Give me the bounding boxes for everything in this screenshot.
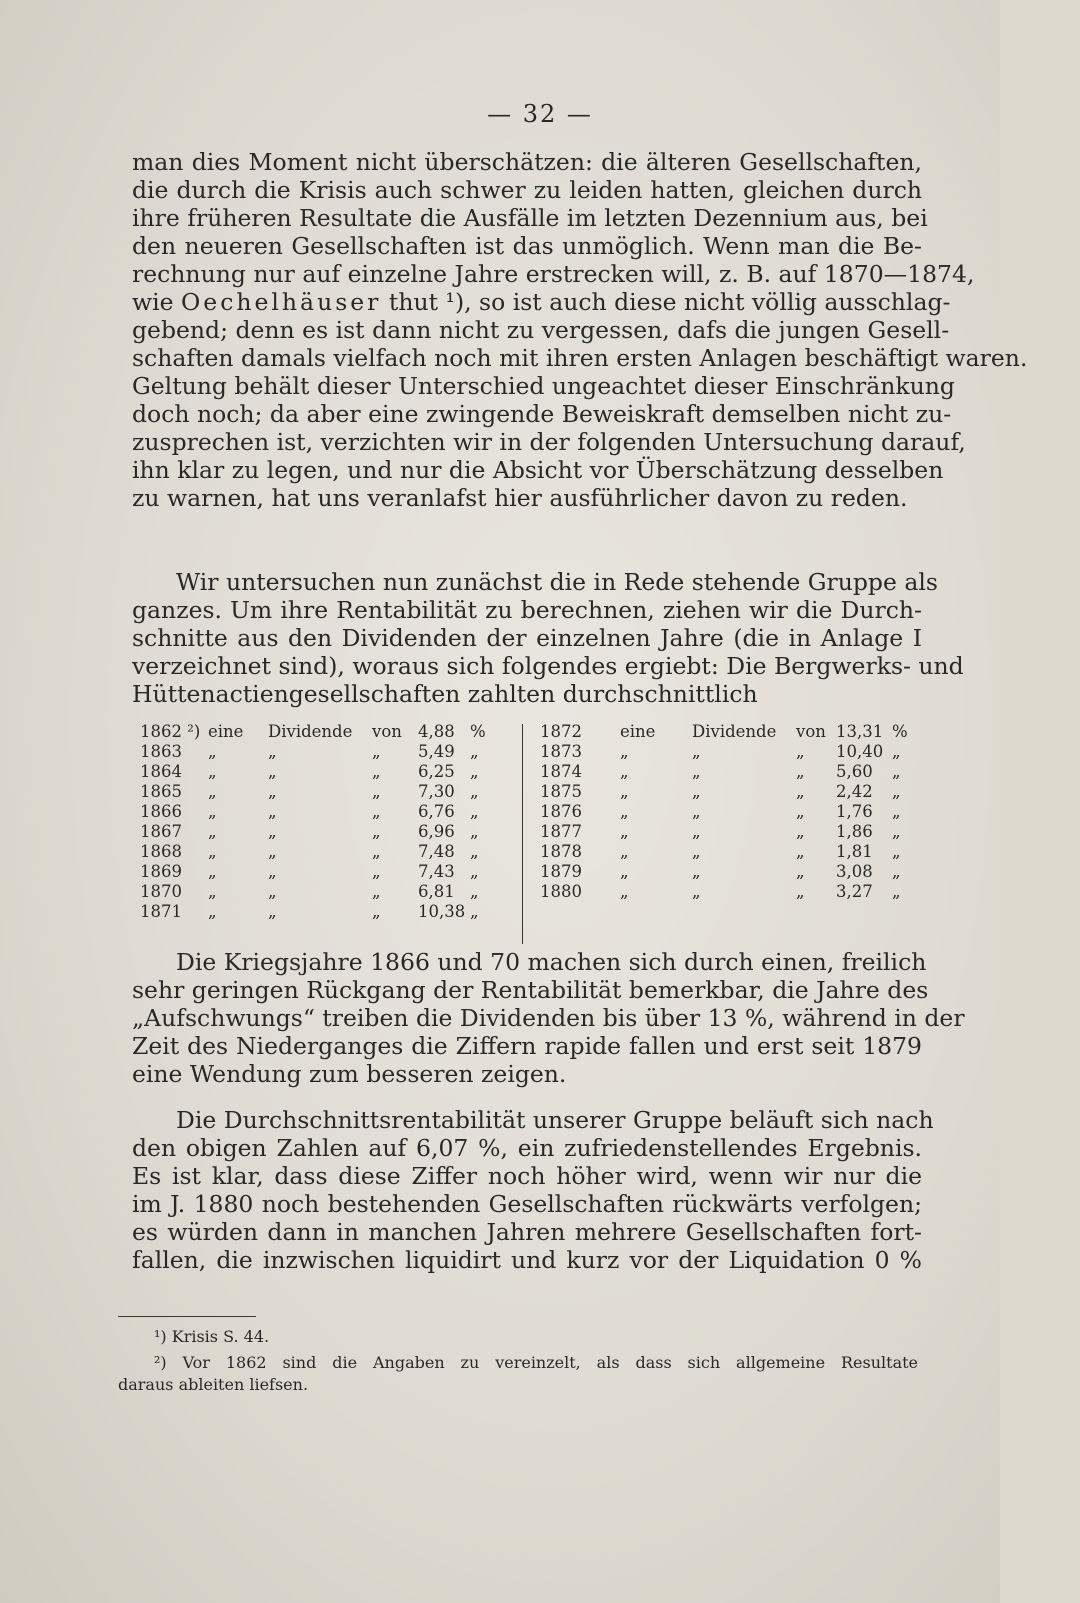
year-cell: 1863: [140, 742, 182, 761]
word-cell: „: [372, 822, 381, 841]
unit-cell: %: [470, 722, 486, 741]
unit-cell: „: [892, 862, 901, 881]
word-cell: „: [620, 742, 629, 761]
unit-cell: „: [892, 882, 901, 901]
word-cell: „: [692, 762, 701, 781]
word-cell: „: [268, 762, 277, 781]
table-row: [140, 902, 490, 922]
year-cell: 1868: [140, 842, 182, 861]
paragraph-4: [132, 1106, 934, 1274]
year-cell: 1867: [140, 822, 182, 841]
word-cell: „: [268, 902, 277, 921]
footnote-line: ¹) Krisis S. 44.: [154, 1327, 270, 1346]
value-cell: 6,76: [418, 802, 455, 821]
text-fragment: thut ¹), so ist auch diese nicht völlig ausschlag-: [388, 288, 951, 316]
table-row: [140, 782, 490, 802]
word-cell: „: [796, 762, 805, 781]
unit-cell: „: [470, 802, 479, 821]
value-cell: 3,08: [836, 862, 873, 881]
word-cell: „: [692, 802, 701, 821]
text-line: [132, 288, 951, 316]
table-row: [540, 862, 910, 882]
value-cell: 7,48: [418, 842, 455, 861]
year-cell: 1864: [140, 762, 182, 781]
table-row: [140, 762, 490, 782]
unit-cell: „: [470, 842, 479, 861]
text-line: eine Wendung zum besseren zeigen.: [132, 1060, 567, 1088]
text-line: ganzes. Um ihre Rentabilität zu berechnen, ziehen wir die Durch-: [132, 596, 922, 624]
text-line: rechnung nur auf einzelne Jahre erstrecken will, z. B. auf 1870—1874,: [132, 260, 975, 288]
unit-cell: „: [892, 782, 901, 801]
word-cell: „: [796, 862, 805, 881]
text-line: fallen, die inzwischen liquidirt und kurz vor der Liquidation 0 %: [132, 1246, 922, 1274]
year-cell: 1875: [540, 782, 582, 801]
value-cell: 6,25: [418, 762, 455, 781]
table-row: [140, 842, 490, 862]
word-cell: „: [372, 742, 381, 761]
word-cell: „: [620, 822, 629, 841]
word-cell: „: [208, 842, 217, 861]
word-cell: „: [620, 782, 629, 801]
word-cell: „: [692, 742, 701, 761]
word-cell: „: [268, 862, 277, 881]
word-cell: „: [268, 742, 277, 761]
text-line: Die Kriegsjahre 1866 und 70 machen sich durch einen, freilich: [176, 948, 927, 976]
word-cell: „: [796, 822, 805, 841]
value-cell: 10,38: [418, 902, 466, 921]
text-line: zu warnen, hat uns veranlafst hier ausführlicher davon zu reden.: [132, 484, 908, 512]
value-cell: 2,42: [836, 782, 873, 801]
word-cell: „: [620, 802, 629, 821]
unit-cell: „: [892, 842, 901, 861]
text-line: zusprechen ist, verzichten wir in der folgenden Untersuchung darauf,: [132, 428, 966, 456]
word-cell: „: [796, 782, 805, 801]
year-cell: 1862 ²): [140, 722, 201, 741]
text-line: verzeichnet sind), woraus sich folgendes ergiebt: Die Bergwerks- und: [132, 652, 964, 680]
table-row: [140, 722, 490, 742]
word-cell: „: [372, 762, 381, 781]
word-cell: „: [372, 862, 381, 881]
word-cell: Dividende: [268, 722, 353, 741]
footnote-2: [118, 1352, 918, 1396]
word-cell: „: [796, 802, 805, 821]
unit-cell: %: [892, 722, 908, 741]
word-cell: „: [268, 842, 277, 861]
table-row: [140, 822, 490, 842]
table-column-right: [540, 722, 910, 902]
value-cell: 5,49: [418, 742, 455, 761]
word-cell: „: [692, 782, 701, 801]
unit-cell: „: [892, 742, 901, 761]
word-cell: „: [692, 862, 701, 881]
value-cell: 1,76: [836, 802, 873, 821]
table-row: [540, 802, 910, 822]
text-line: im J. 1880 noch bestehenden Gesellschaften rückwärts verfolgen;: [132, 1190, 922, 1218]
word-cell: „: [620, 762, 629, 781]
text-line: schnitte aus den Dividenden der einzelnen Jahre (die in Anlage I: [132, 624, 922, 652]
word-cell: „: [372, 802, 381, 821]
word-cell: eine: [208, 722, 244, 741]
value-cell: 7,43: [418, 862, 455, 881]
value-cell: 4,88: [418, 722, 455, 741]
table-row: [140, 802, 490, 822]
word-cell: „: [692, 882, 701, 901]
word-cell: „: [208, 902, 217, 921]
table-row: [540, 822, 910, 842]
value-cell: 10,40: [836, 742, 884, 761]
word-cell: „: [372, 902, 381, 921]
paragraph-3: [132, 948, 965, 1088]
value-cell: 3,27: [836, 882, 873, 901]
value-cell: 1,86: [836, 822, 873, 841]
word-cell: „: [796, 842, 805, 861]
word-cell: „: [796, 742, 805, 761]
text-line: Wir untersuchen nun zunächst die in Rede stehende Gruppe als: [176, 568, 938, 596]
word-cell: „: [208, 802, 217, 821]
footnote-rule: [118, 1316, 256, 1317]
year-cell: 1869: [140, 862, 182, 881]
text-line: gebend; denn es ist dann nicht zu vergessen, dafs die jungen Gesell-: [132, 316, 950, 344]
unit-cell: „: [892, 762, 901, 781]
word-cell: „: [692, 822, 701, 841]
table-row: [140, 862, 490, 882]
unit-cell: „: [892, 802, 901, 821]
footnote-line: daraus ableiten liefsen.: [118, 1375, 309, 1394]
word-cell: „: [796, 882, 805, 901]
column-divider: [522, 724, 523, 944]
text-line: schaften damals vielfach noch mit ihren ersten Anlagen beschäftigt waren.: [132, 344, 1028, 372]
word-cell: „: [208, 862, 217, 881]
value-cell: 5,60: [836, 762, 873, 781]
year-cell: 1871: [140, 902, 182, 921]
text-line: Geltung behält dieser Unterschied ungeachtet dieser Einschränkung: [132, 372, 955, 400]
unit-cell: „: [470, 822, 479, 841]
text-line: man dies Moment nicht überschätzen: die älteren Gesellschaften,: [132, 148, 922, 176]
table-row: [540, 742, 910, 762]
word-cell: „: [208, 882, 217, 901]
text-fragment: wie: [132, 288, 174, 316]
year-cell: 1876: [540, 802, 582, 821]
table-row: [540, 762, 910, 782]
unit-cell: „: [470, 782, 479, 801]
unit-cell: „: [470, 762, 479, 781]
word-cell: „: [620, 882, 629, 901]
text-line: den neueren Gesellschaften ist das unmöglich. Wenn man die Be-: [132, 232, 922, 260]
value-cell: 6,81: [418, 882, 455, 901]
table-row: [540, 882, 910, 902]
text-line: Es ist klar, dass diese Ziffer noch höher wird, wenn wir nur die: [132, 1162, 922, 1190]
word-cell: „: [268, 802, 277, 821]
word-cell: Dividende: [692, 722, 777, 741]
word-cell: von: [796, 722, 826, 741]
year-cell: 1874: [540, 762, 582, 781]
unit-cell: „: [470, 742, 479, 761]
footnote-line: ²) Vor 1862 sind die Angaben zu vereinzelt, als dass sich allgemeine Resultate: [154, 1353, 918, 1372]
unit-cell: „: [470, 882, 479, 901]
table-row: [540, 842, 910, 862]
dividend-table: [140, 722, 910, 947]
year-cell: 1879: [540, 862, 582, 881]
word-cell: „: [208, 742, 217, 761]
word-cell: „: [208, 822, 217, 841]
text-line: sehr geringen Rückgang der Rentabilität bemerkbar, die Jahre des: [132, 976, 929, 1004]
value-cell: 13,31: [836, 722, 884, 741]
word-cell: „: [208, 762, 217, 781]
footnote-1: [118, 1326, 918, 1348]
word-cell: „: [268, 822, 277, 841]
text-line: die durch die Krisis auch schwer zu leiden hatten, gleichen durch: [132, 176, 922, 204]
word-cell: eine: [620, 722, 656, 741]
word-cell: „: [620, 842, 629, 861]
value-cell: 1,81: [836, 842, 873, 861]
text-line: „Aufschwungs“ treiben die Dividenden bis über 13 %, während in der: [132, 1004, 965, 1032]
text-line: Zeit des Niederganges die Ziffern rapide fallen und erst seit 1879: [132, 1032, 922, 1060]
paragraph-2: [132, 568, 964, 708]
year-cell: 1880: [540, 882, 582, 901]
table-row: [540, 782, 910, 802]
table-column-left: [140, 722, 490, 922]
table-row: [140, 882, 490, 902]
year-cell: 1866: [140, 802, 182, 821]
value-cell: 7,30: [418, 782, 455, 801]
text-line: es würden dann in manchen Jahren mehrere Gesellschaften fort-: [132, 1218, 922, 1246]
value-cell: 6,96: [418, 822, 455, 841]
word-cell: „: [372, 882, 381, 901]
year-cell: 1865: [140, 782, 182, 801]
paragraph-1: [132, 148, 1028, 512]
text-line: doch noch; da aber eine zwingende Beweiskraft demselben nicht zu-: [132, 400, 952, 428]
text-line: Hüttenactiengesellschaften zahlten durchschnittlich: [132, 680, 758, 708]
word-cell: „: [208, 782, 217, 801]
year-cell: 1878: [540, 842, 582, 861]
table-row: [540, 722, 910, 742]
word-cell: „: [268, 882, 277, 901]
word-cell: „: [692, 842, 701, 861]
word-cell: „: [372, 782, 381, 801]
unit-cell: „: [470, 862, 479, 881]
word-cell: „: [372, 842, 381, 861]
text-line: ihre früheren Resultate die Ausfälle im letzten Dezennium aus, bei: [132, 204, 928, 232]
year-cell: 1872: [540, 722, 582, 741]
unit-cell: „: [892, 822, 901, 841]
text-line: ihn klar zu legen, und nur die Absicht vor Überschätzung desselben: [132, 456, 944, 484]
text-line: den obigen Zahlen auf 6,07 %, ein zufriedenstellendes Ergebnis.: [132, 1134, 922, 1162]
unit-cell: „: [470, 902, 479, 921]
year-cell: 1870: [140, 882, 182, 901]
table-row: [140, 742, 490, 762]
year-cell: 1877: [540, 822, 582, 841]
author-name: Oechelhäuser: [181, 288, 382, 316]
word-cell: von: [372, 722, 402, 741]
page-number: — 32 —: [487, 100, 593, 128]
word-cell: „: [268, 782, 277, 801]
text-line: Die Durchschnittsrentabilität unserer Gruppe beläuft sich nach: [176, 1106, 934, 1134]
word-cell: „: [620, 862, 629, 881]
year-cell: 1873: [540, 742, 582, 761]
